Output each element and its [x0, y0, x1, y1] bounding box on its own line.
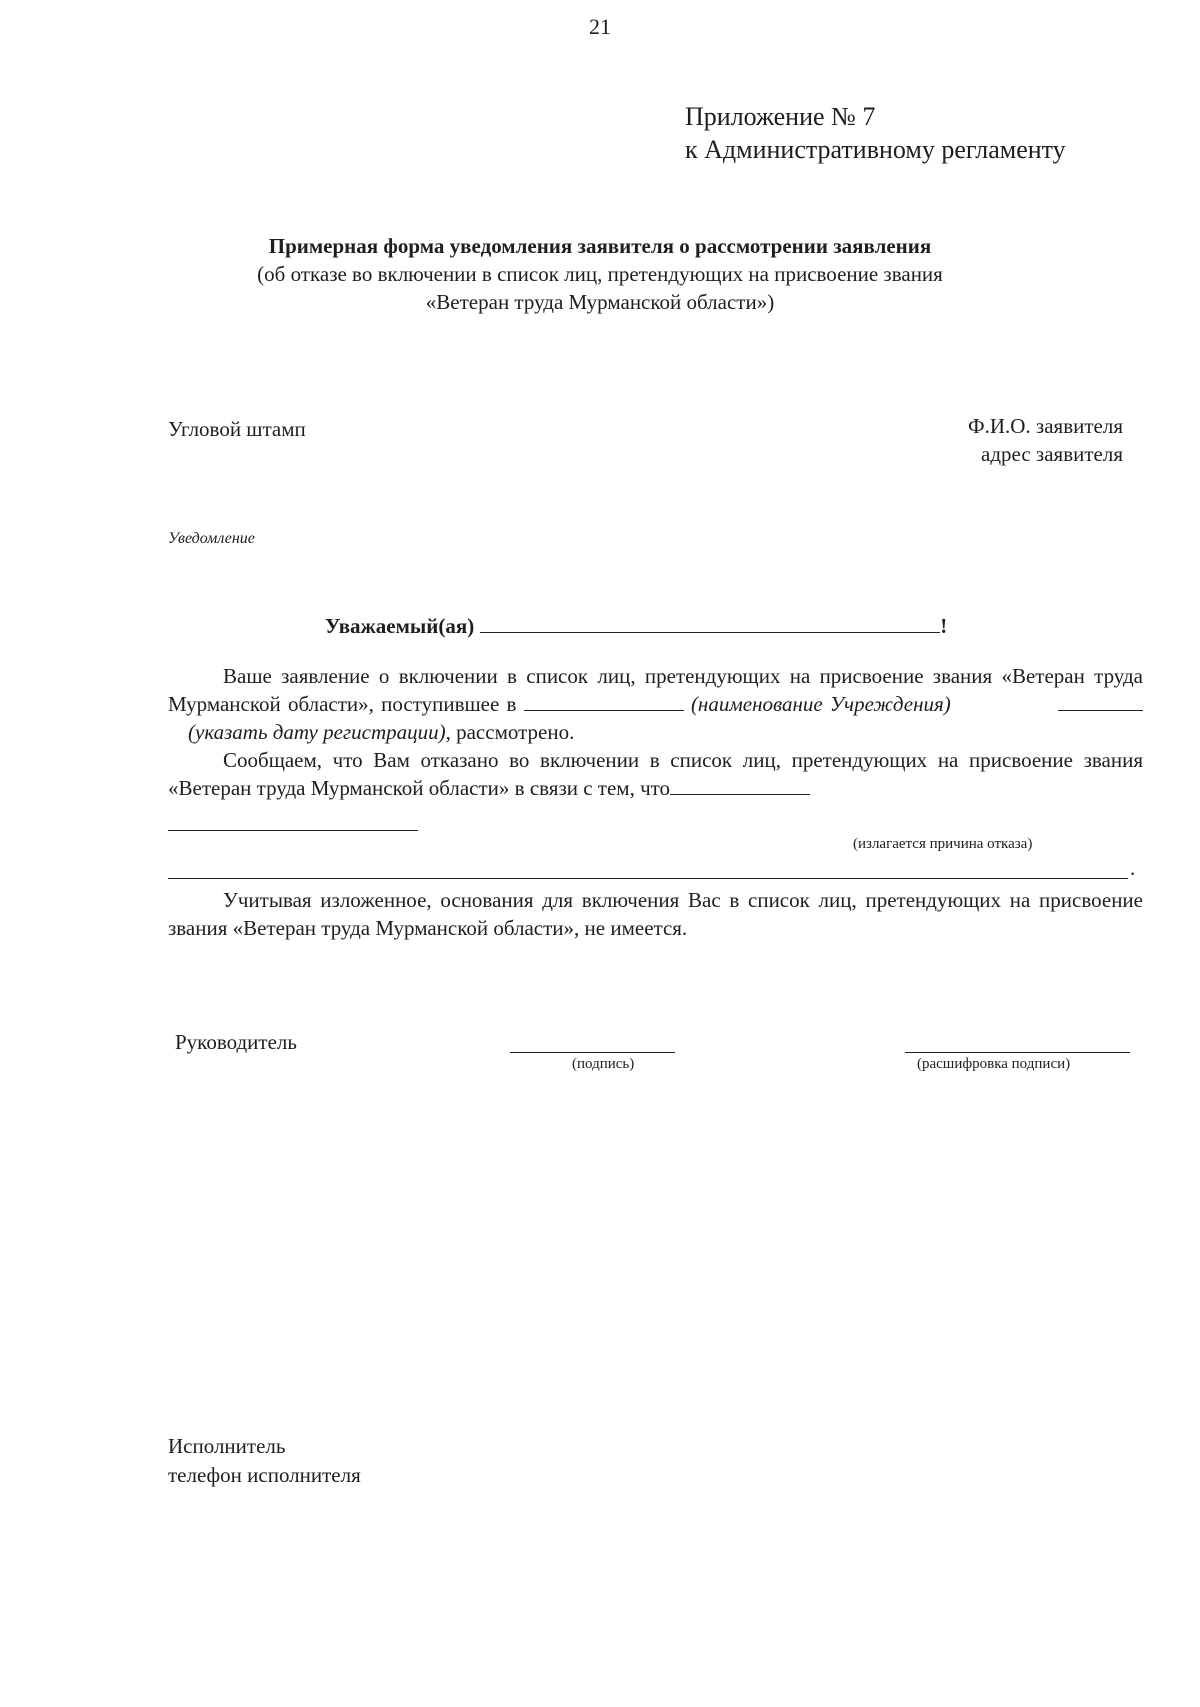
signature-decode-line: [905, 1052, 1130, 1053]
applicant-block: [968, 412, 1123, 468]
appendix-regulation: к Административному регламенту: [685, 135, 1066, 164]
signature-caption: (подпись): [572, 1056, 635, 1072]
signature-line: [510, 1052, 675, 1053]
paragraph-conclusion: Учитывая изложенное, основания для включения Вас в список лиц, претендующих на присвоение звания «Ветеран труда Мурманской области», не имеется.: [168, 888, 1143, 940]
paragraph-application-end: рассмотрено.: [456, 720, 575, 744]
paragraph-refusal-text: Сообщаем, что Вам отказано во включении в список лиц, претендующих на присвоение звания «Ветеран труда Мурманской области» в связи с тем, что: [168, 748, 1143, 800]
paragraph-application-text: Ваше заявление о включении в список лиц, претендующих на присвоение звания «Ветеран труда Мурманской области», поступившее в: [168, 664, 1143, 716]
reason-blank-1: [670, 776, 810, 795]
notice-label: Уведомление: [168, 530, 255, 547]
registration-date-note: (указать дату регистрации),: [188, 720, 451, 744]
applicant-name-label: Ф.И.О. заявителя: [968, 414, 1123, 438]
title-subline-1: (об отказе во включении в список лиц, претендующих на присвоение звания: [257, 262, 943, 286]
executor-block: [168, 1432, 361, 1490]
signature-role-label: Руководитель: [175, 1030, 297, 1054]
registration-date-blank: [1058, 692, 1143, 711]
reason-caption: (излагается причина отказа): [853, 836, 1033, 852]
reason-blank-3: [168, 878, 1128, 879]
reason-blank-2: [168, 830, 418, 831]
greeting-text: Уважаемый(ая): [325, 614, 475, 638]
appendix-number: Приложение № 7: [685, 102, 876, 131]
paragraph-refusal: [168, 746, 1143, 802]
executor-phone-label: телефон исполнителя: [168, 1463, 361, 1487]
document-title: [0, 232, 1200, 316]
title-subline-2: «Ветеран труда Мурманской области»): [425, 290, 775, 314]
greeting: [325, 612, 947, 639]
signature-decode-caption: (расшифровка подписи): [917, 1056, 1071, 1072]
applicant-address-label: адрес заявителя: [981, 442, 1123, 466]
appendix-reference: [685, 100, 1066, 166]
paragraph-application: [168, 662, 1143, 746]
institution-note: (наименование Учреждения): [690, 692, 951, 716]
recipient-name-blank: [480, 612, 940, 633]
executor-label: Исполнитель: [168, 1434, 286, 1458]
institution-blank: [524, 692, 684, 711]
page-number: 21: [589, 14, 611, 39]
title-main: Примерная форма уведомления заявителя о рассмотрении заявления: [268, 234, 932, 258]
reason-end-period: .: [1130, 856, 1136, 880]
corner-stamp-label: Угловой штамп: [168, 417, 306, 441]
greeting-exclamation: !: [940, 614, 948, 638]
